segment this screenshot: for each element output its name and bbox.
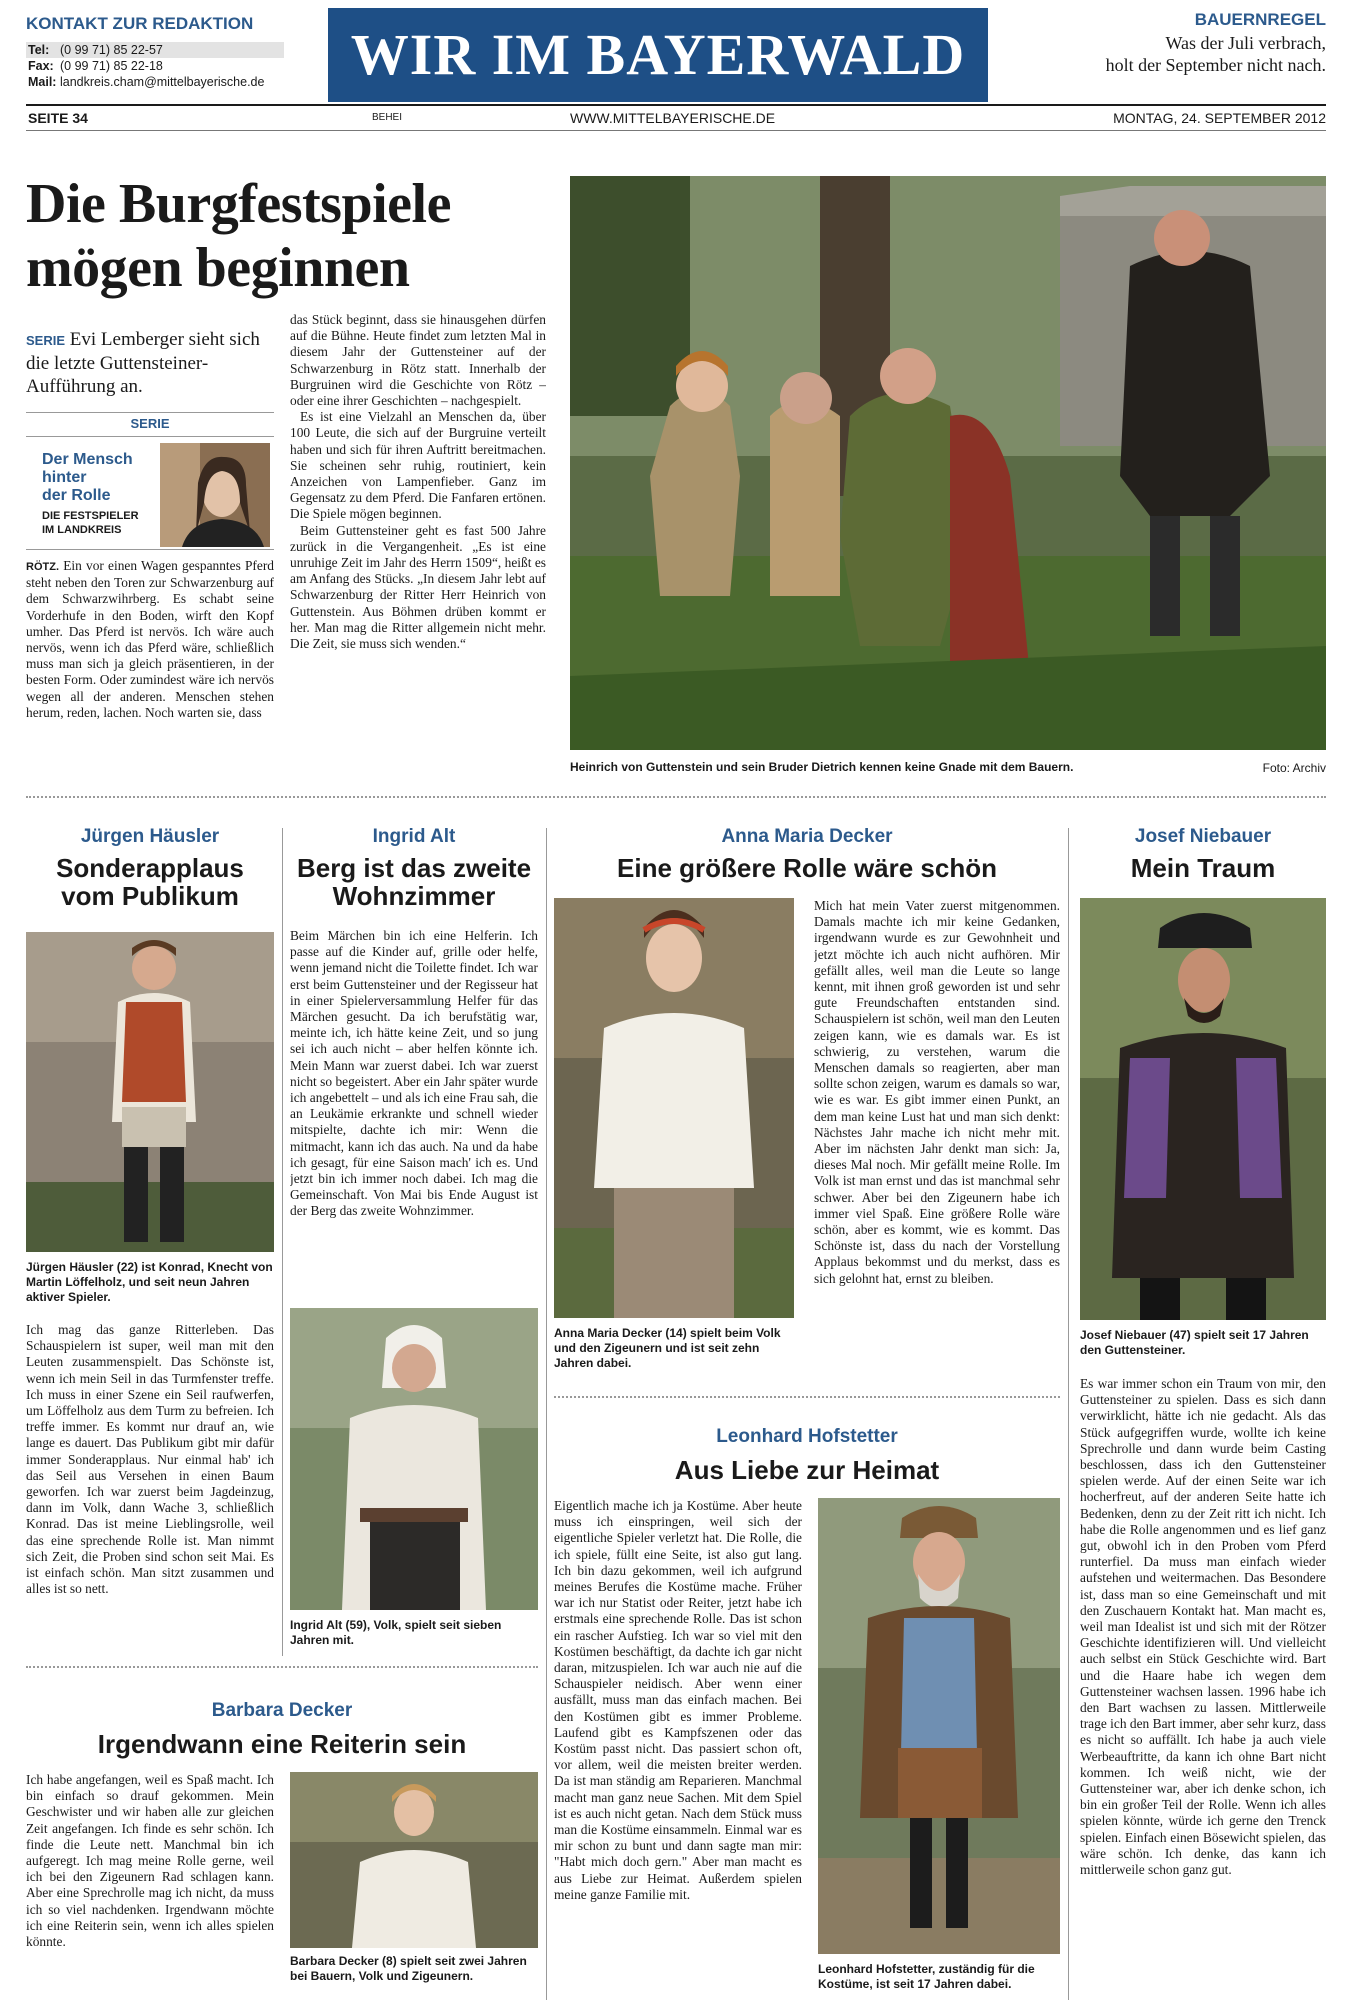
serie-box-top-rule: [26, 412, 274, 413]
anna-text-p: Mich hat mein Vater zuerst mitgenommen. Damals machte ich mir keine Gedanken, irgendwann wurde es zur Gewohnheit und jetzt möchte ich auch nicht aufhören. Mir gefällt alles, weil man die Leute so lange kennt, mit ihnen groß geworden ist und sehr gute Freundschaften entstanden sind. Schauspielern ist schön, weil man den Leuten zeigen kann, wie es damals war. Es ist schwierig, zu verstehen, warum die Menschen damals so reagierten, aber man sollte schon zeigen, warum es damals so war, wie es war. Es gibt immer einen Punkt, an dem man keine Lust hat und man sich denkt: Nächstes Jahr mache ich nicht mehr mit. Aber im nächsten Jahr denkt man sich: Ja, dieses Mal noch. Mir gefällt meine Rolle. Im Volk ist man ernst und das ist manchmal sehr schwer. Aber bei den Zigeunern habe ich immer viel Spaß. Eine größere Rolle wäre schön, aber es kommt, wie es kommt. Das Schönste ist, dass du nach der Vorstellung Applaus bekommst und du merkst, dass es sich gelohnt hat, ernst zu bleiben.: [814, 898, 1060, 1286]
section-divider: [26, 796, 1326, 798]
serie-box-title1: Der Mensch: [42, 451, 133, 468]
lead-photo-credit: Foto: Archiv: [1262, 761, 1326, 775]
barbara-text-p: Ich habe angefangen, weil es Spaß macht. Ich bin einfach so drauf gekommen. Mein Geschwister und wir haben alle zur gleichen Zeit angefangen. Ich finde es sehr schön. Ich finde die Leute nett. Manchmal bin ich aufgeregt. Ich mag meine Rolle gerne, weil ich bei den Zigeunern Rad schlagen kann. Aber eine Sprechrolle mag ich nicht, da muss ich so viel nachdenken. Irgendwann möchte ich eine Reiterin sein, wenn ich alles spielen könnte.: [26, 1772, 274, 1950]
bauernregel-line1: Was der Juli verbrach,: [1165, 33, 1326, 53]
barbara-text: [26, 1772, 274, 1998]
serie-box-title: [42, 451, 133, 505]
lead-col2-p1: das Stück beginnt, dass sie hinausgehen dürfen auf die Bühne. Heute findet zum letzten Mal in diesem Jahr der Guttensteiner auf der Schwarzenburg in Rötz statt. Innerhalb der Burgruinen wird die Geschichte von Rötz – oder eine ihrer Geschichten – nachgespielt.: [290, 312, 546, 409]
alt-headline: Berg ist das zweite Wohnzimmer: [296, 853, 532, 911]
lead-col2-p3: Beim Guttensteiner geht es fast 500 Jahre zurück in die Vergangenheit. „Es ist eine unruhige Zeit im Jahr des Herrn 1509“, heißt es am Anfang des Stücks. „In diesem Jahr lebt auf Schwarzenburg der Ritter Herr Heinrich von Guttenstein. Aus Böhmen drüben kommt er her. Man mag die Ritter allgemein nicht mehr. Die Zeit, sie muss sich wenden.“: [290, 522, 546, 652]
serie-box-label: SERIE: [130, 416, 170, 431]
lead-col1-text: Ein vor einen Wagen gespanntes Pferd steht neben den Toren zur Schwarzenburg auf dem Schwarzwihrberg. Es schabt seine Vorderhufe in den Boden, wirft den Kopf umher. Das Pferd ist nervös. Ich wäre auch nervös, wenn ich das Pferd wäre, schließlich muss man sich ja gleich präsentieren, in der besten Form. Oder zumindest wäre ich nervös wegen all der anderen. Menschen stehen herum, reden, lachen. Noch warten sie, dass: [26, 558, 274, 720]
lead-headline-line2: mögen beginnen: [26, 237, 410, 299]
contact-tel: [28, 42, 163, 58]
page-number: SEITE 34: [28, 110, 88, 126]
mail-address[interactable]: landkreis.cham@mittelbayerische.de: [60, 75, 265, 89]
masthead-title: WIR IM BAYERWALD: [350, 22, 966, 87]
fax-label: Fax:: [28, 59, 54, 73]
hofstetter-headline: Aus Liebe zur Heimat: [674, 1455, 940, 1485]
issue-date: MONTAG, 24. SEPTEMBER 2012: [1113, 110, 1326, 126]
hofstetter-photo: [818, 1498, 1060, 1954]
barbara-name: Barbara Decker: [211, 1700, 353, 1721]
niebauer-text-p: Es war immer schon ein Traum von mir, den Guttensteiner zu spielen. Dass es sich dann verwirklicht, hätte ich nie gedacht. Als das Stück aufgegriffen wurde, wollte ich keine Sprechrolle und dann wurde beim Casting beschlossen, dass ich den Guttensteiner spielen werde. Auf der einen Seite war ich hocherfreut, auf der anderen Seite hatte ich Bedenken, denn zu der Zeit ritt ich nicht. Ich habe die Rolle angenommen und es lief ganz gut, obwohl ich in den Proben vom Pferd runterfiel. Da muss man einfach wieder aufstehen und weitermachen. Das Besondere ist, dass man so eine Gemeinschaft und mit den Zuschauern Kontakt hat. Man macht es, weil man Idealist ist und sich mit der Rötzer Geschichte identifizieren will. Und vielleicht auch selbst ein Stück Geschichte wird. Bart und die Haare habe ich wegen dem Guttensteiner wachsen lassen. 1996 habe ich den Bart wachsen zu lassen. Mittlerweile trage ich den Bart immer, aber sehr kurz, dass es nicht so auffällt. Ich habe ja auch viele Werbeauftritte, da kann ich ohne Bart nicht kommen. Ich weiß nicht, wie der Guttensteiner war, aber ich denke schon, ich bin ein großer Teil der Rolle. Wenn ich alles spielen könnte, würde ich gerne den Trenck spielen. Einfach einen Bösewicht spielen, das wäre schön. Ich denke, das kann ich mittlerweile schon ganz gut.: [1080, 1376, 1326, 1878]
alt-text: [290, 928, 538, 1290]
lead-deck: [26, 328, 274, 398]
contact-heading: KONTAKT ZUR REDAKTION: [26, 14, 254, 33]
anna-headline: Eine größere Rolle wäre schön: [617, 853, 997, 883]
haeusler-name: Jürgen Häusler: [80, 826, 220, 847]
alt-photo: [290, 1308, 538, 1610]
barbara-photo: [290, 1772, 538, 1948]
bauernregel-heading: BAUERNREGEL: [1194, 10, 1326, 29]
lead-photo: [570, 176, 1326, 750]
niebauer-caption: Josef Niebauer (47) spielt seit 17 Jahren den Guttensteiner.: [1080, 1328, 1309, 1357]
column-rule-2: [546, 828, 547, 2000]
anna-caption: Anna Maria Decker (14) spielt beim Volk und den Zigeunern und ist seit zehn Jahren dabei.: [554, 1326, 781, 1370]
hofstetter-text: [554, 1498, 802, 1998]
lead-dateline: RÖTZ.: [26, 561, 59, 573]
folio-rule: [26, 130, 1326, 131]
haeusler-headline: Sonderapplaus vom Publikum: [56, 853, 244, 911]
alt-text-p: Beim Märchen bin ich eine Helferin. Ich passe auf die Kinder auf, grille oder helfe, wenn jemand nicht die Toilette findet. Ich war erst beim Guttensteiner und der Regisseur hat in einer Spielerversammlung Helfer für das Märchen gesucht. Da ich berufstätig war, meinte ich, ich hätte keine Zeit, und so jung sei ich auch nicht – aber helfen könnte ich. Mein Mann war zuerst dabei. Ich war zuerst nicht so begeistert. Aber ein Jahr später wurde ich angebettelt – und als ich eine Frau sah, die an Leukämie erkrankte und schnell wieder mitspielte, dachte ich mir: Wenn die mitmacht, kann ich das auch. Na und da habe ich gesagt, für eine Saison mach' ich es. Und jetzt bin ich immer noch dabei. Ich mag die Gemeinschaft. Von Mai bis Ende August ist der Berg das zweite Wohnzimmer.: [290, 928, 538, 1219]
edition-code: BEHEI: [372, 112, 403, 123]
anna-name: Anna Maria Decker: [721, 826, 893, 847]
mail-label: Mail:: [28, 75, 57, 89]
lead-column-1: [26, 558, 274, 774]
serie-box: [26, 436, 274, 550]
lead-col2-p2: Es ist eine Vielzahl an Menschen da, über 100 Leute, die sich auf der Burgruine verteilt haben und sich für ihren Auftritt bereitmachen. Sie scheinen sehr ruhig, routiniert, kein Anzeichen von Lampenfieber. Ganz im Gegensatz zu dem Pferd. Die Fanfaren ertönen. Die Spiele mögen beginnen.: [290, 409, 546, 522]
bauernregel-line2: holt der September nicht nach.: [1105, 55, 1326, 75]
haeusler-text-p: Ich mag das ganze Ritterleben. Das Schauspielern ist super, weil man mit den Leuten zusammenspielt. Das Schönste ist, wenn ich mein Seil in das Turmfenster treffe. Ich muss in einer Szene ein Seil raufwerfen, um Löffelholz aus dem Turm zu befreien. Ich treffe immer. Es kommt nur drauf an, wie lange es dauert. Das Publikum gibt mir dafür immer Sonderapplaus. Nur einmal hab' ich das Seil aus Versehen in einen Baum geworfen. Ich war zuerst beim Jagdeinzug, dann im Volk, dann Wache 3, schließlich Konrad. Das ist meine Lieblingsrolle, weil das eine sprechende Rolle ist. Man nimmt sich Zeit, die Proben sind schon seit Mai. Es ist einfach schön. Man sitzt zusammen und alles ist so nett.: [26, 1322, 274, 1597]
bauernregel-text: [1106, 32, 1326, 76]
anna-divider: [554, 1396, 1060, 1398]
anna-text: [814, 898, 1060, 1378]
alt-caption: Ingrid Alt (59), Volk, spielt seit sieben Jahren mit.: [290, 1618, 502, 1647]
niebauer-text: [1080, 1376, 1326, 1996]
fax-number: (0 99 71) 85 22-18: [60, 59, 163, 73]
haeusler-caption: Jürgen Häusler (22) ist Konrad, Knecht von Martin Löffelholz, und seit neun Jahren aktiver Spieler.: [26, 1260, 273, 1304]
barbara-caption: Barbara Decker (8) spielt seit zwei Jahren bei Bauern, Volk und Zigeunern.: [290, 1954, 527, 1983]
deck-kicker: SERIE: [26, 333, 66, 348]
haeusler-photo: [26, 932, 274, 1252]
column-rule-3: [1068, 828, 1069, 2000]
contact-fax: [28, 58, 163, 74]
lead-photo-caption: Heinrich von Guttenstein und sein Bruder Dietrich kennen keine Gnade mit dem Bauern.: [570, 760, 1074, 774]
alt-name: Ingrid Alt: [372, 826, 456, 847]
hofstetter-text-p: Eigentlich mache ich ja Kostüme. Aber heute muss ich einspringen, weil sich der eigentliche Spieler verletzt hat. Die Rolle, die ich spiele, füllt eine Seite, ist also gut lang. Ich bin dazu gekommen, weil ich aufgrund meines Berufes die Kostüme mache. Früher war ich nur Statist oder Reiter, jetzt habe ich erstmals eine sprechende Rolle. Das ist schon ein rascher Aufstieg. Ich war so viel mit den Kostümen beschäftigt, da dachte ich gar nicht daran, mitzuspielen. Ich war auch nie auf die Schauspieler neidisch. Aber wenn einer ausfällt, muss man das einfach machen. Bei den Kostümen gibt es immer Probleme. Laufend gibt es Kampfszenen oder das Kostüm passt nicht. Das passiert schon oft, vor allem, weil die meisten breiter werden. Da ist man ständig am Reparieren. Manchmal macht man ganz neue Sachen. Mit dem Spiel ist es auch nicht getan. Nach dem Stück muss man die Kostüme einsammeln. Einmal war es mir schon zu bunt und dann sagte man mir: "Habt mich doch gern." Aber man macht es aus Liebe zur Heimat. Außerdem spielen meine ganze Familie mit.: [554, 1498, 802, 1902]
masthead-rule: [26, 104, 1326, 106]
niebauer-name: Josef Niebauer: [1134, 826, 1272, 847]
lead-column-2: [290, 312, 546, 774]
author-portrait: [160, 443, 270, 547]
anna-photo: [554, 898, 794, 1318]
haeusler-text: [26, 1322, 274, 1652]
tel-label: Tel:: [28, 43, 50, 57]
website-link[interactable]: WWW.MITTELBAYERISCHE.DE: [570, 110, 776, 126]
serie-box-title2: hinter: [42, 469, 87, 486]
tel-number: (0 99 71) 85 22-57: [60, 43, 163, 57]
contact-mail: [28, 74, 264, 90]
serie-box-sub: [42, 509, 139, 537]
column-rule-1: [282, 828, 283, 1656]
deck-text: Evi Lemberger sieht sich die letzte Guttensteiner-Aufführung an.: [26, 329, 260, 397]
serie-box-title3: der Rolle: [42, 487, 111, 504]
barbara-headline: Irgendwann eine Reiterin sein: [97, 1729, 467, 1759]
serie-box-sub1: DIE FESTSPIELER: [42, 510, 139, 522]
serie-box-sub2: IM LANDKREIS: [42, 524, 122, 536]
niebauer-headline: Mein Traum: [1130, 853, 1276, 883]
lead-headline: [26, 172, 566, 300]
hofstetter-caption: Leonhard Hofstetter, zuständig für die Kostüme, ist seit 17 Jahren dabei.: [818, 1962, 1035, 1991]
niebauer-photo: [1080, 898, 1326, 1320]
barbara-divider: [26, 1666, 538, 1668]
hofstetter-name: Leonhard Hofstetter: [716, 1426, 898, 1447]
masthead-banner: [328, 8, 988, 102]
lead-headline-line1: Die Burgfestspiele: [26, 173, 451, 235]
